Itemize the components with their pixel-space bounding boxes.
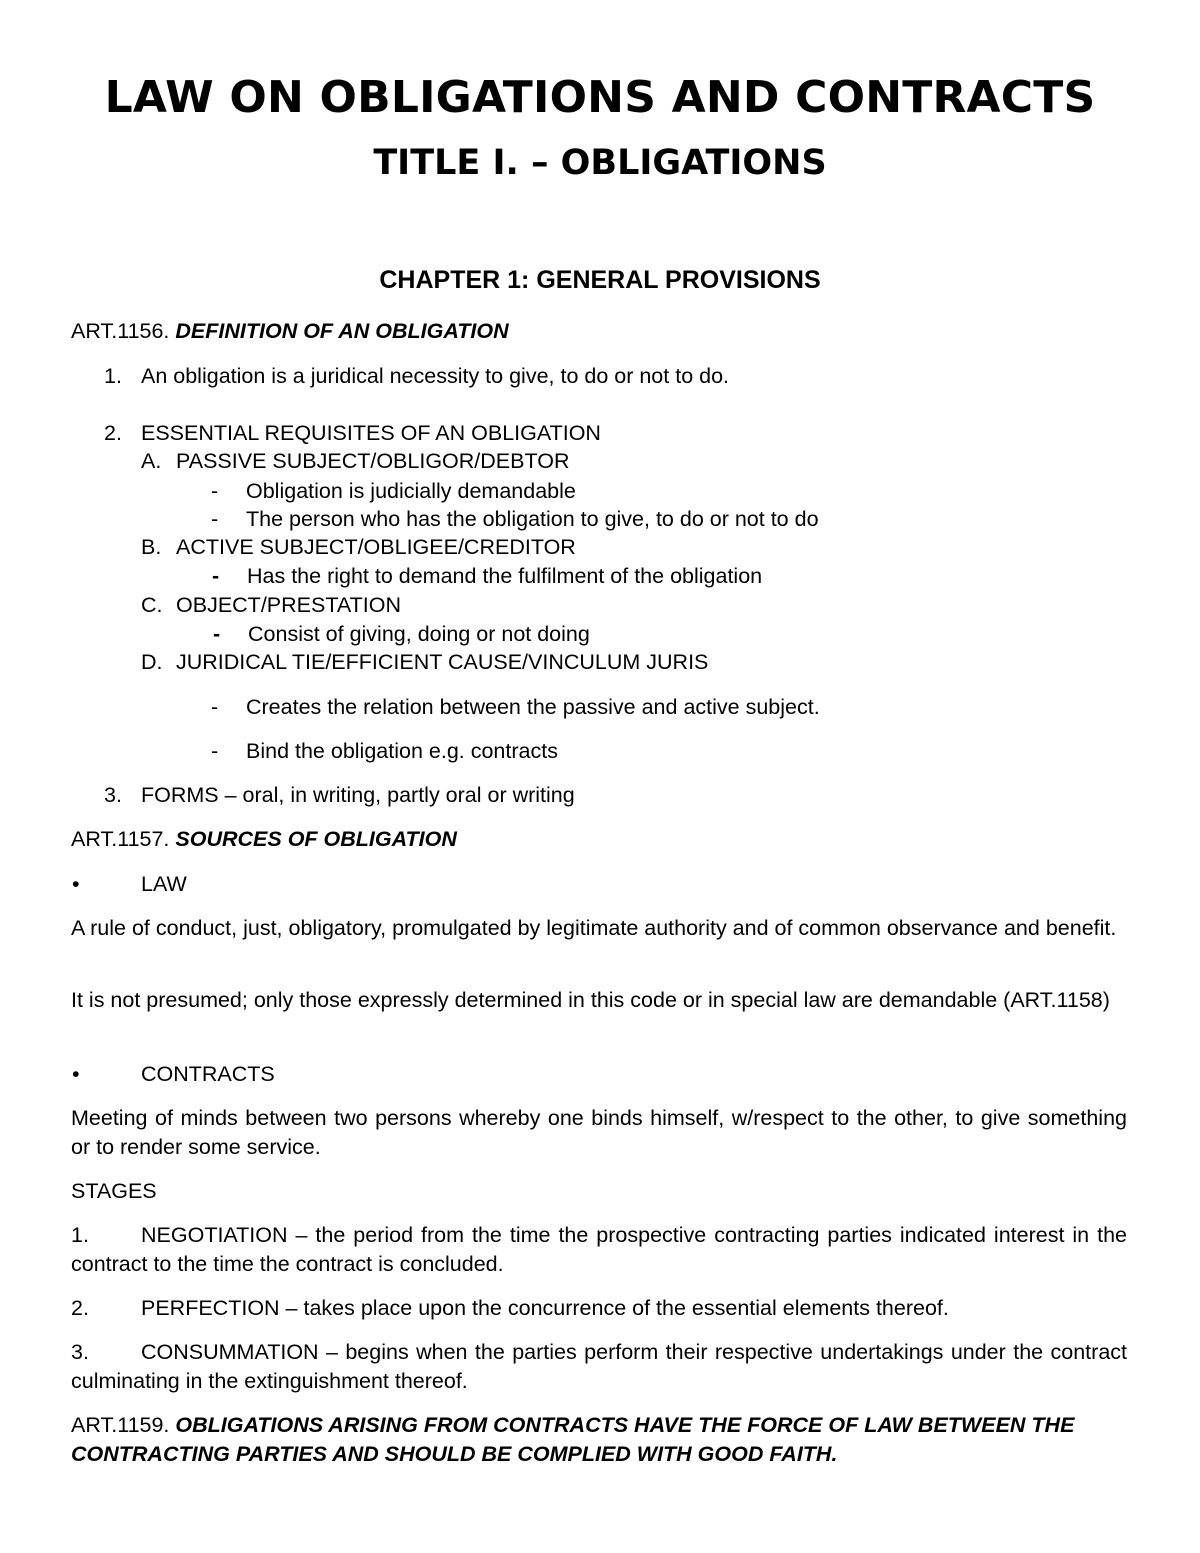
bullet-text: Consist of giving, doing or not doing [248,622,590,646]
stage-marker: 3. [71,1340,89,1364]
sublist-item-object: OBJECT/PRESTATION [176,593,401,617]
list-marker: 1. [104,364,122,388]
sublist-marker: A. [141,449,162,473]
dash-bullet: - [211,479,219,503]
list-marker: 3. [104,783,122,807]
sublist-item-active-subject: ACTIVE SUBJECT/OBLIGEE/CREDITOR [176,535,576,559]
dash-bullet: - [212,564,220,588]
stage-consummation [71,1338,1127,1396]
article-title: OBLIGATIONS ARISING FROM CONTRACTS HAVE THE FORCE OF LAW BETWEEN THE CONTRACTING PARTIES AND SHOULD BE COMPLIED WITH GOOD FAITH. [71,1413,1075,1466]
sublist-marker: D. [141,650,163,674]
article-number: ART.1157. [71,827,170,851]
source-label-contracts: CONTRACTS [141,1062,275,1086]
art-1156-heading [71,317,509,346]
list-item-requisites: ESSENTIAL REQUISITES OF AN OBLIGATION [141,421,601,445]
dash-bullet: - [211,695,219,719]
article-number: ART.1156. [71,319,170,343]
list-item-forms: FORMS – oral, in writing, partly oral or writing [141,783,575,807]
sub-title: TITLE I. – OBLIGATIONS [373,143,827,183]
sublist-marker: B. [141,535,162,559]
dash-bullet: - [211,507,219,531]
stage-marker: 2. [71,1296,89,1320]
paragraph-law-note: It is not presumed; only those expressly determined in this code or in special law are demandable (ART.1158) [71,988,1110,1012]
list-item-definition: An obligation is a juridical necessity to give, to do or not to do. [141,364,730,388]
list-marker: 2. [104,421,122,445]
dash-bullet: - [213,622,221,646]
stage-text: CONSUMMATION – begins when the parties perform their respective undertakings under the contract culminating in the extinguishment thereof. [71,1340,1127,1393]
article-title: SOURCES OF OBLIGATION [175,827,457,851]
sublist-item-passive-subject: PASSIVE SUBJECT/OBLIGOR/DEBTOR [176,449,570,473]
paragraph-contracts-definition: Meeting of minds between two persons whereby one binds himself, w/respect to the other, to give something or to render some service. [71,1106,1127,1159]
dash-bullet: - [211,739,219,763]
stage-negotiation [71,1221,1127,1279]
bullet-dot: • [72,872,80,896]
article-title: DEFINITION OF AN OBLIGATION [175,319,509,343]
bullet-text: The person who has the obligation to give, to do or not to do [246,507,819,531]
bullet-text: Bind the obligation e.g. contracts [246,739,558,763]
bullet-text: Creates the relation between the passive and active subject. [246,695,820,719]
stage-text: PERFECTION – takes place upon the concurrence of the essential elements thereof. [141,1296,949,1320]
article-number: ART.1159. [71,1413,170,1437]
stage-marker: 1. [71,1223,89,1247]
bullet-dot: • [72,1062,80,1086]
main-title: LAW ON OBLIGATIONS AND CONTRACTS [104,72,1096,123]
sublist-marker: C. [141,593,163,617]
bullet-text: Has the right to demand the fulfilment of the obligation [247,564,763,588]
sublist-item-juridical-tie: JURIDICAL TIE/EFFICIENT CAUSE/VINCULUM JURIS [176,650,709,674]
art-1157-heading [71,825,457,854]
stage-perfection [71,1294,1127,1323]
stage-text: NEGOTIATION – the period from the time the prospective contracting parties indicated interest in the contract to the time the contract is concluded. [71,1223,1127,1276]
chapter-heading: CHAPTER 1: GENERAL PROVISIONS [379,266,821,294]
bullet-text: Obligation is judicially demandable [246,479,576,503]
art-1159-heading [71,1411,1127,1469]
stages-label: STAGES [71,1179,157,1203]
source-label-law: LAW [141,872,187,896]
paragraph-law-definition: A rule of conduct, just, obligatory, promulgated by legitimate authority and of common observance and benefit. [71,916,1117,940]
